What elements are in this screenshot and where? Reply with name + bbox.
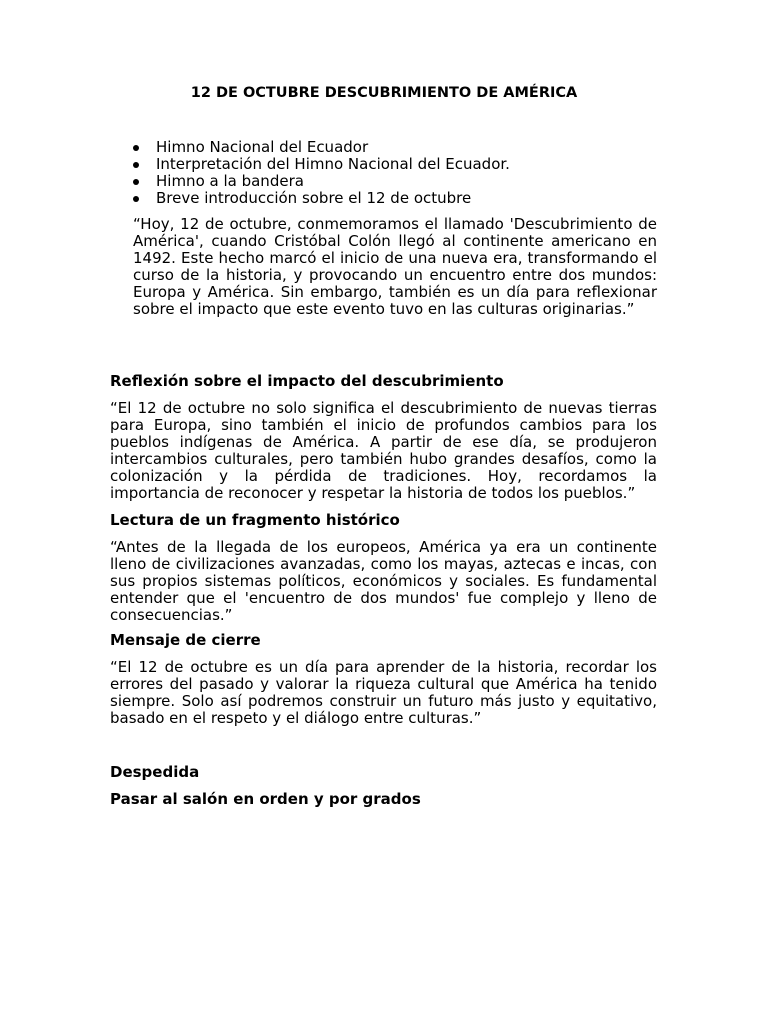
document-title: 12 DE OCTUBRE DESCUBRIMIENTO DE AMÉRICA — [190, 85, 578, 101]
closing-instruction: Pasar al salón en orden y por grados — [110, 790, 421, 808]
intro-quote: “Hoy, 12 de octubre, conmemoramos el llamado 'Descubrimiento de América', cuando Cristóbal Colón llegó al continente americano en 1492. Este hecho marcó el inicio de una nueva era, transformando el curso de la historia, y provocando un encuentro entre dos mundos: Europa y América. Sin embargo, también es un día para reflexionar sobre el impacto que este evento tuvo en las culturas originarias.” — [133, 215, 657, 318]
list-item: Himno Nacional del Ecuador — [133, 139, 510, 156]
section-heading-lectura: Lectura de un fragmento histórico — [110, 511, 400, 529]
section-text-reflexion: “El 12 de octubre no solo significa el descubrimiento de nuevas tierras para Europa, sino también el inicio de profundos cambios para los pueblos indígenas de América. A partir de ese día, se produjeron intercambios culturales, pero también hubo grandes desafíos, como la colonización y la pérdida de tradiciones. Hoy, recordamos la importancia de reconocer y respetar la historia de todos los pueblos.” — [110, 399, 657, 502]
farewell-heading: Despedida — [110, 763, 200, 781]
list-item: Interpretación del Himno Nacional del Ecuador. — [133, 156, 510, 173]
section-text-lectura: “Antes de la llegada de los europeos, América ya era un continente lleno de civilizaciones avanzadas, como los mayas, aztecas e incas, con sus propios sistemas políticos, económicos y sociales. Es fundamental entender que el 'encuentro de dos mundos' fue complejo y lleno de consecuencias.” — [110, 538, 657, 624]
list-item: Himno a la bandera — [133, 173, 510, 190]
list-item: Breve introducción sobre el 12 de octubre — [133, 190, 510, 207]
program-list — [133, 139, 510, 207]
section-heading-cierre: Mensaje de cierre — [110, 631, 261, 649]
section-heading-reflexion: Reflexión sobre el impacto del descubrimiento — [110, 372, 504, 390]
section-text-cierre: “El 12 de octubre es un día para aprender de la historia, recordar los errores del pasado y valorar la riqueza cultural que América ha tenido siempre. Solo así podremos construir un futuro más justo y equitativo, basado en el respeto y el diálogo entre culturas.” — [110, 658, 657, 727]
